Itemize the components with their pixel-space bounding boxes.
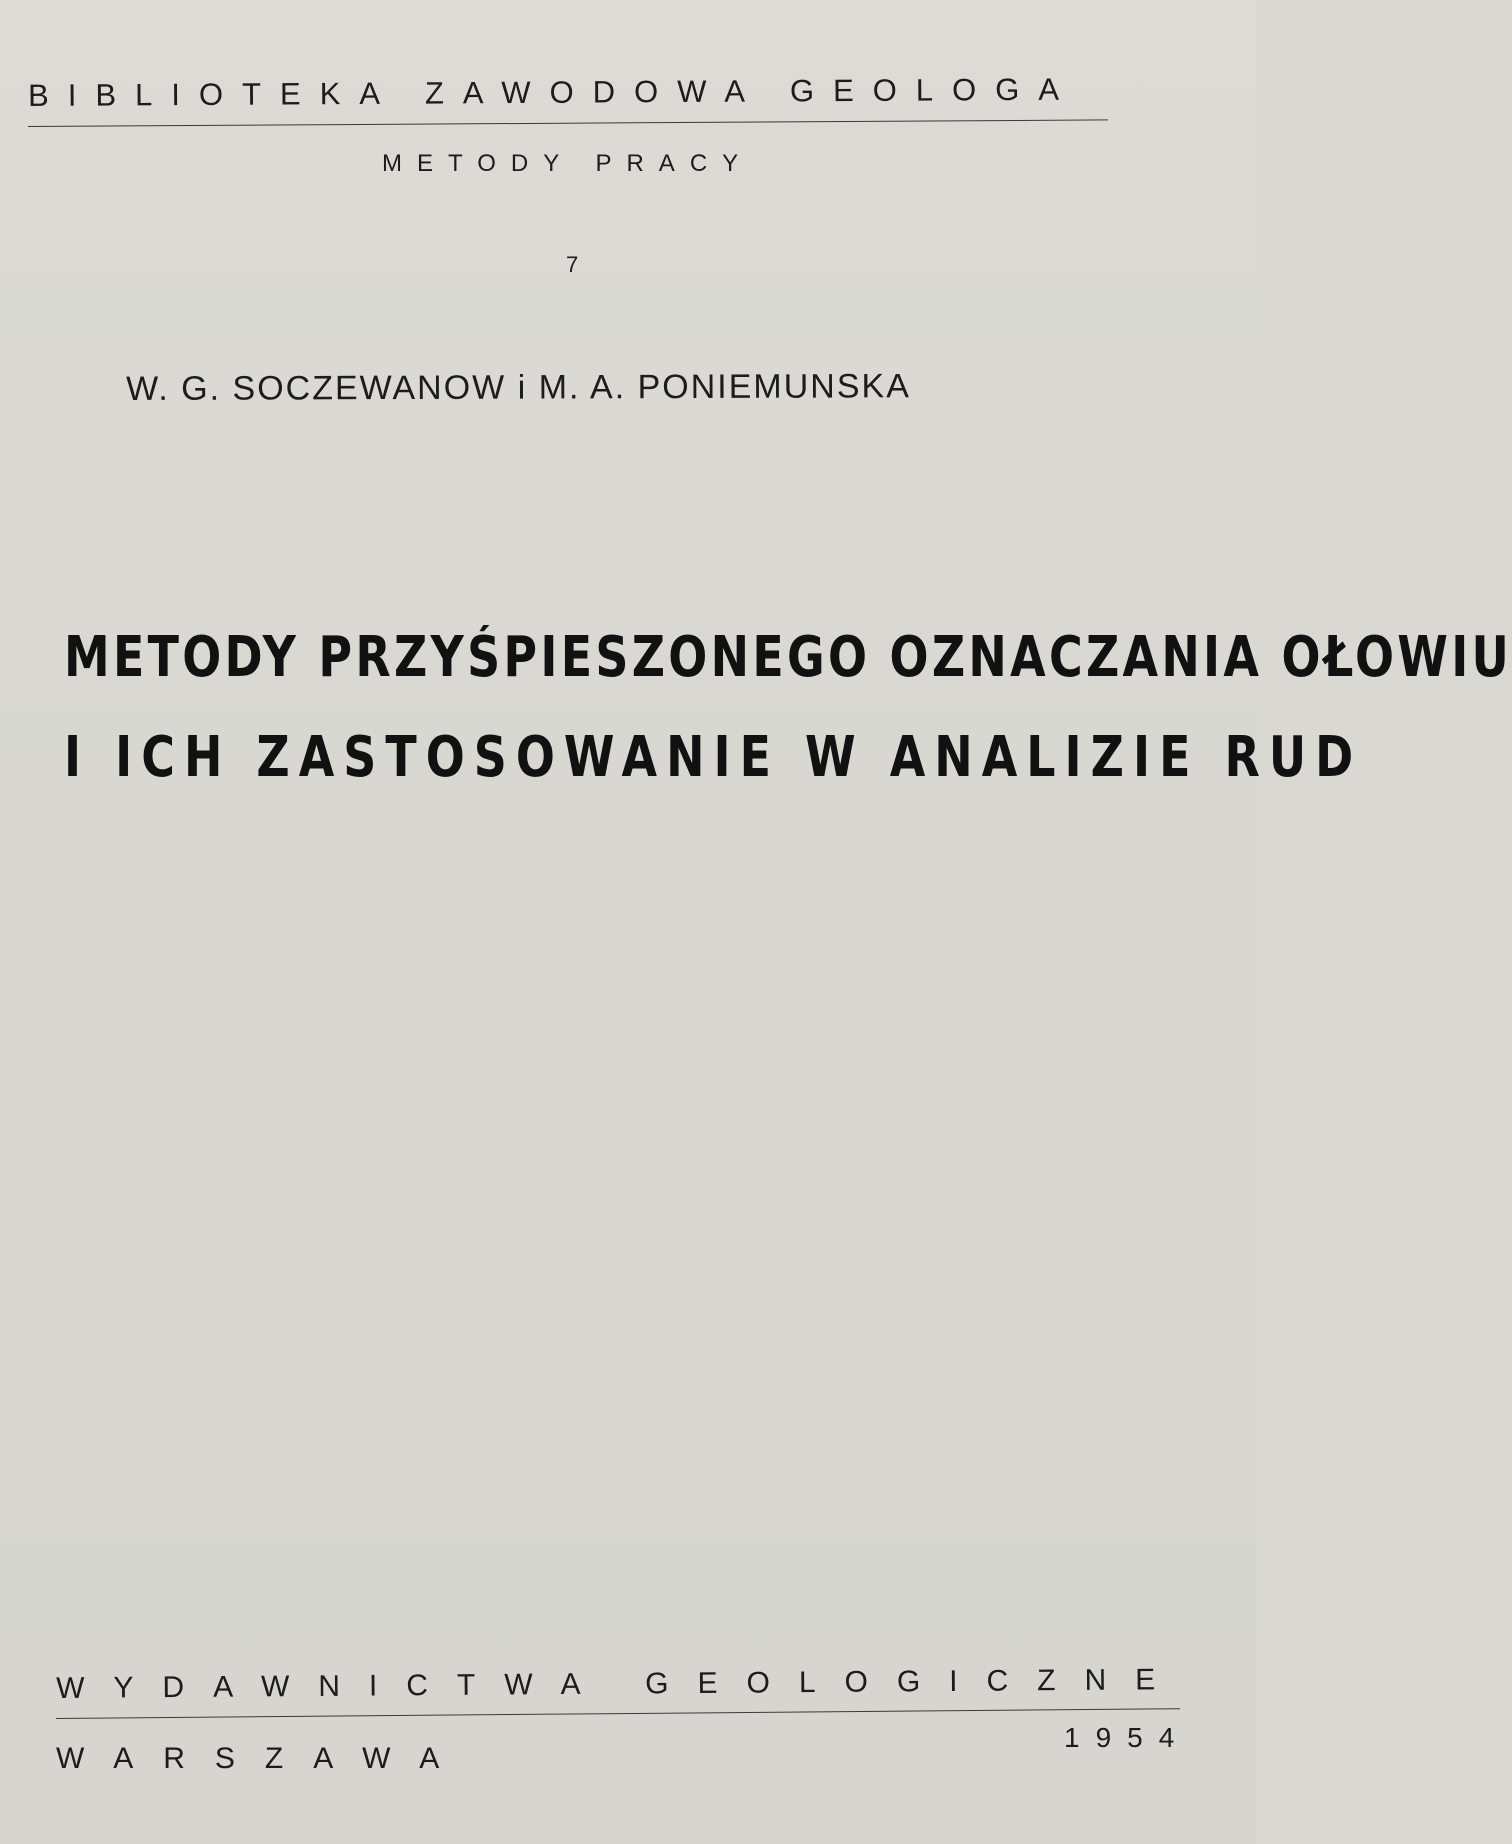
book-title-line-1: METODY PRZYŚPIESZONEGO OZNACZANIA OŁOWIU [64, 625, 1512, 690]
publication-city: WARSZAWA [56, 1742, 470, 1775]
volume-number: 7 [566, 252, 579, 277]
publisher: WYDAWNICTWA GEOLOGICZNE [56, 1663, 1185, 1705]
series-divider [28, 119, 1108, 127]
book-title-line-2: I ICH ZASTOSOWANIE W ANALIZIE RUD [64, 725, 1363, 790]
book-title [64, 608, 1512, 808]
series-subtitle: METODY PRACY [382, 150, 754, 177]
publication-year: 1954 [1064, 1722, 1191, 1753]
imprint-divider [56, 1708, 1180, 1719]
authors: W. G. SOCZEWANOW i M. A. PONIEMUNSKA [126, 367, 911, 408]
series-title: BIBLIOTEKA ZAWODOWA GEOLOGA [28, 71, 1079, 113]
